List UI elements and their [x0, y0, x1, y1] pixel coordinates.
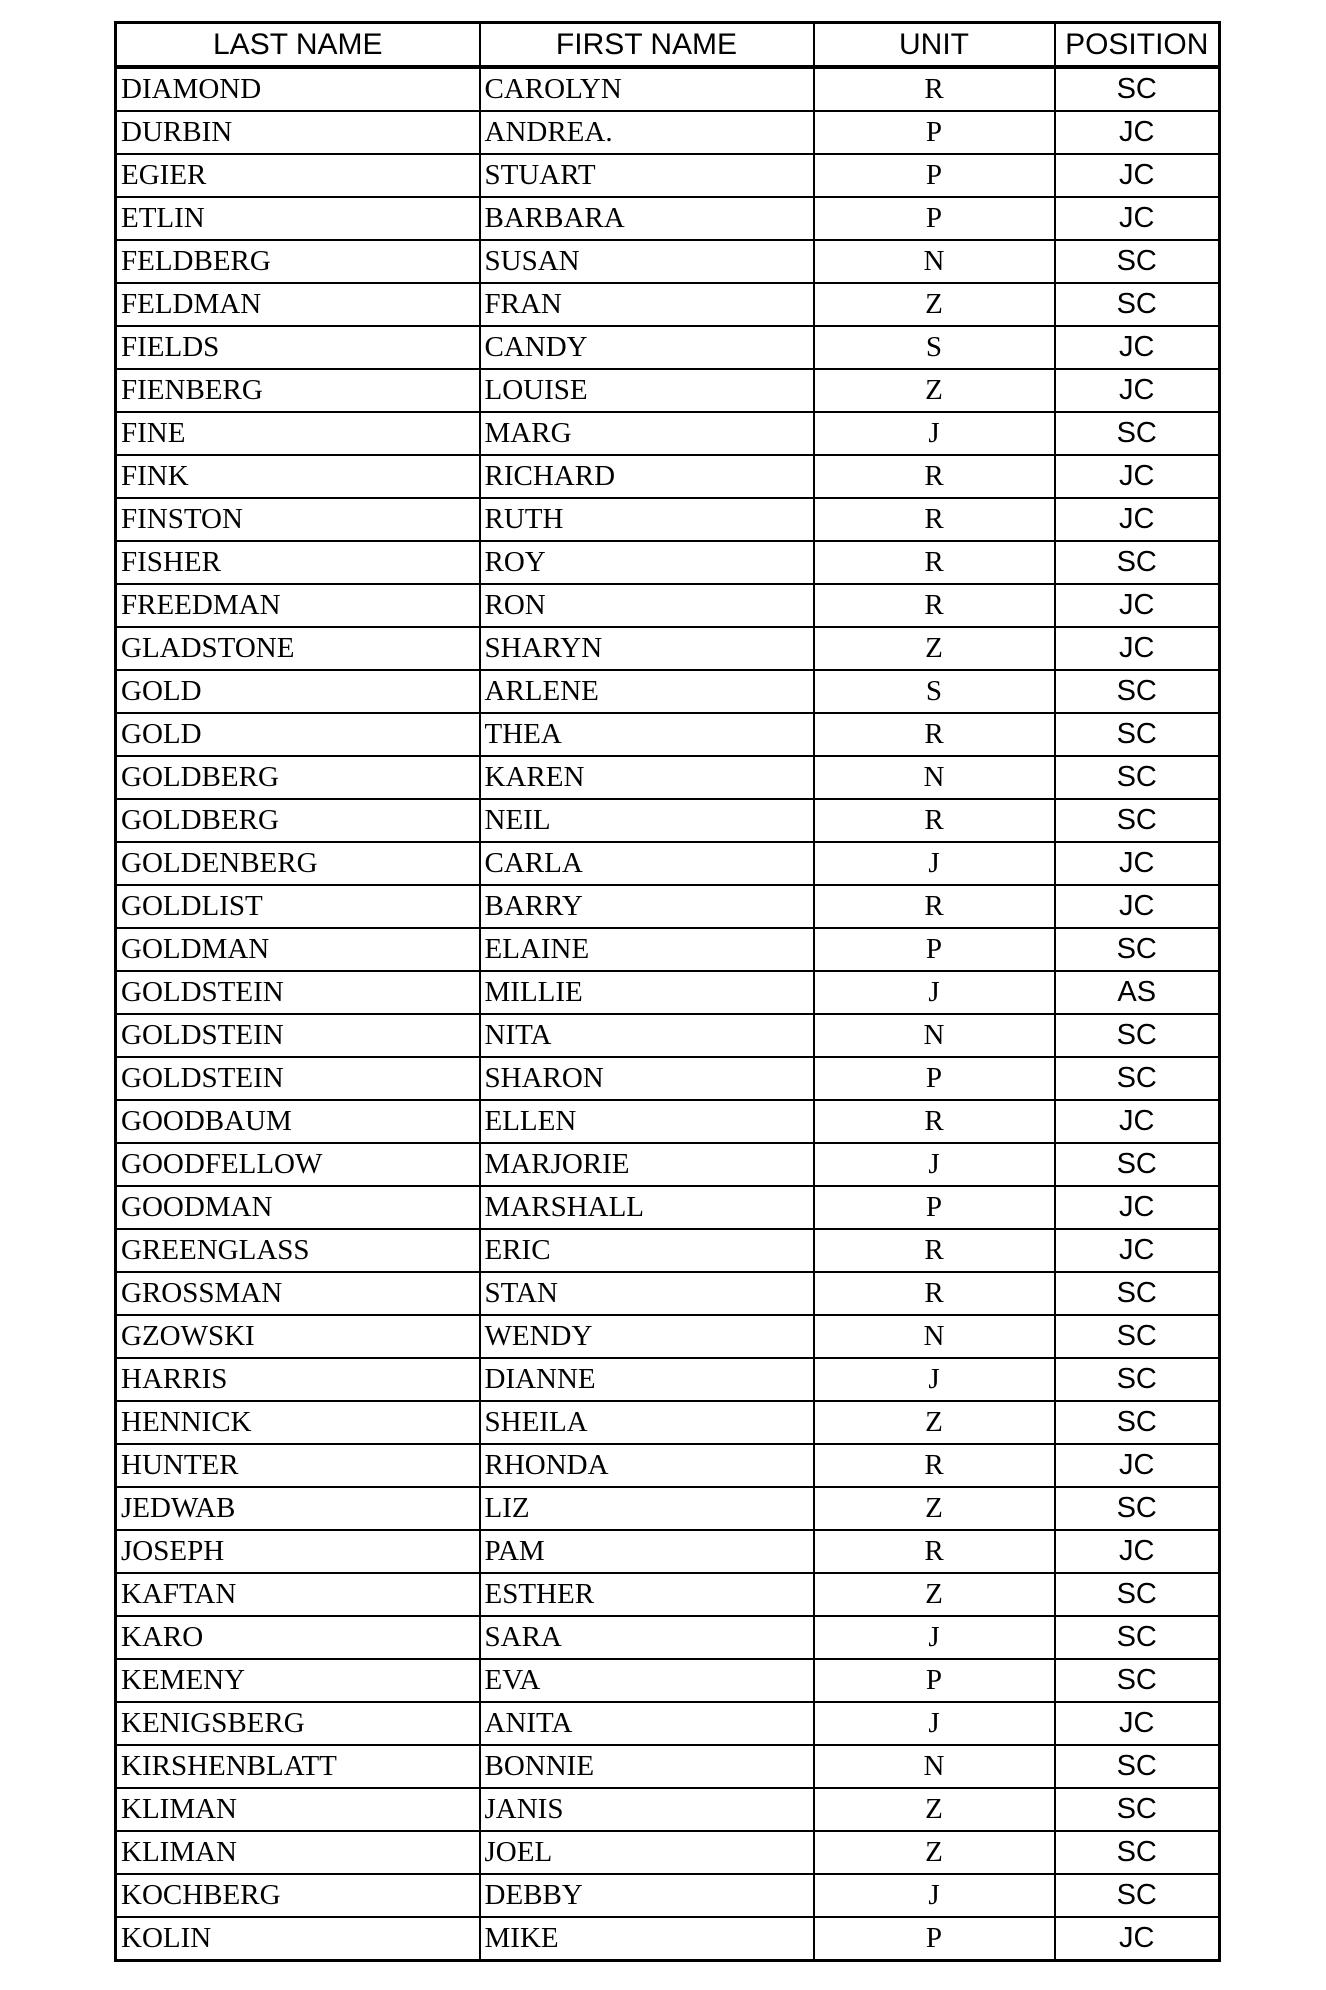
position-cell: JC [1055, 1702, 1220, 1745]
last-name-cell: JOSEPH [116, 1530, 480, 1573]
first-name-cell: ESTHER [480, 1573, 814, 1616]
last-name-cell: KAFTAN [116, 1573, 480, 1616]
first-name-cell: MARSHALL [480, 1186, 814, 1229]
unit-cell: R [814, 1530, 1055, 1573]
position-cell: SC [1055, 240, 1220, 283]
position-cell: SC [1055, 1401, 1220, 1444]
table-row [116, 326, 1220, 369]
table-row [116, 713, 1220, 756]
unit-cell: R [814, 541, 1055, 584]
unit-cell: R [814, 885, 1055, 928]
first-name-cell: ELLEN [480, 1100, 814, 1143]
first-name-cell: MILLIE [480, 971, 814, 1014]
unit-cell: Z [814, 283, 1055, 326]
last-name-cell: GREENGLASS [116, 1229, 480, 1272]
last-name-cell: FIENBERG [116, 369, 480, 412]
table-body [116, 67, 1220, 1961]
position-cell: SC [1055, 756, 1220, 799]
first-name-cell: PAM [480, 1530, 814, 1573]
table-row [116, 1874, 1220, 1917]
first-name-cell: RON [480, 584, 814, 627]
last-name-cell: KIRSHENBLATT [116, 1745, 480, 1788]
position-cell: SC [1055, 1659, 1220, 1702]
last-name-cell: FELDBERG [116, 240, 480, 283]
table-row [116, 1444, 1220, 1487]
position-cell: SC [1055, 67, 1220, 111]
unit-cell: S [814, 326, 1055, 369]
first-name-cell: CANDY [480, 326, 814, 369]
unit-cell: J [814, 1358, 1055, 1401]
last-name-cell: GOLDBERG [116, 756, 480, 799]
position-cell: JC [1055, 1444, 1220, 1487]
position-cell: JC [1055, 1186, 1220, 1229]
first-name-cell: THEA [480, 713, 814, 756]
first-name-cell: STUART [480, 154, 814, 197]
position-cell: SC [1055, 412, 1220, 455]
position-cell: SC [1055, 1874, 1220, 1917]
table-row [116, 1616, 1220, 1659]
position-cell: AS [1055, 971, 1220, 1014]
position-cell: SC [1055, 1573, 1220, 1616]
position-cell: JC [1055, 498, 1220, 541]
last-name-cell: GOLDSTEIN [116, 1014, 480, 1057]
position-cell: JC [1055, 1229, 1220, 1272]
last-name-cell: FELDMAN [116, 283, 480, 326]
last-name-cell: GOLDENBERG [116, 842, 480, 885]
first-name-cell: NEIL [480, 799, 814, 842]
position-cell: JC [1055, 111, 1220, 154]
last-name-cell: GOLDSTEIN [116, 1057, 480, 1100]
header-unit: UNIT [814, 23, 1055, 68]
position-cell: JC [1055, 1530, 1220, 1573]
first-name-cell: DEBBY [480, 1874, 814, 1917]
table-row [116, 1229, 1220, 1272]
first-name-cell: ANITA [480, 1702, 814, 1745]
table-row [116, 111, 1220, 154]
unit-cell: N [814, 1014, 1055, 1057]
first-name-cell: SHARYN [480, 627, 814, 670]
position-cell: JC [1055, 1100, 1220, 1143]
table-row [116, 1573, 1220, 1616]
position-cell: SC [1055, 283, 1220, 326]
last-name-cell: HUNTER [116, 1444, 480, 1487]
header-first-name: FIRST NAME [480, 23, 814, 68]
last-name-cell: GOODMAN [116, 1186, 480, 1229]
position-cell: JC [1055, 885, 1220, 928]
first-name-cell: MARG [480, 412, 814, 455]
unit-cell: N [814, 1745, 1055, 1788]
last-name-cell: GOODFELLOW [116, 1143, 480, 1186]
table-row [116, 1186, 1220, 1229]
roster-table [114, 21, 1221, 1962]
first-name-cell: EVA [480, 1659, 814, 1702]
position-cell: SC [1055, 1014, 1220, 1057]
header-position: POSITION [1055, 23, 1220, 68]
position-cell: SC [1055, 670, 1220, 713]
unit-cell: P [814, 197, 1055, 240]
position-cell: SC [1055, 799, 1220, 842]
first-name-cell: ERIC [480, 1229, 814, 1272]
first-name-cell: CAROLYN [480, 67, 814, 111]
unit-cell: N [814, 756, 1055, 799]
last-name-cell: KLIMAN [116, 1831, 480, 1874]
position-cell: SC [1055, 713, 1220, 756]
unit-cell: N [814, 240, 1055, 283]
first-name-cell: SARA [480, 1616, 814, 1659]
last-name-cell: FINK [116, 455, 480, 498]
last-name-cell: FINE [116, 412, 480, 455]
first-name-cell: RICHARD [480, 455, 814, 498]
first-name-cell: KAREN [480, 756, 814, 799]
unit-cell: R [814, 1444, 1055, 1487]
table-row [116, 1745, 1220, 1788]
unit-cell: P [814, 1186, 1055, 1229]
unit-cell: R [814, 455, 1055, 498]
table-row [116, 283, 1220, 326]
table-row [116, 541, 1220, 584]
position-cell: JC [1055, 369, 1220, 412]
last-name-cell: KARO [116, 1616, 480, 1659]
first-name-cell: NITA [480, 1014, 814, 1057]
position-cell: JC [1055, 455, 1220, 498]
unit-cell: J [814, 971, 1055, 1014]
unit-cell: J [814, 412, 1055, 455]
unit-cell: R [814, 498, 1055, 541]
unit-cell: Z [814, 1487, 1055, 1530]
unit-cell: R [814, 799, 1055, 842]
header-last-name: LAST NAME [116, 23, 480, 68]
table-row [116, 670, 1220, 713]
unit-cell: P [814, 1917, 1055, 1961]
first-name-cell: BARBARA [480, 197, 814, 240]
unit-cell: R [814, 713, 1055, 756]
table-row [116, 1487, 1220, 1530]
table-row [116, 842, 1220, 885]
table-row [116, 1831, 1220, 1874]
position-cell: SC [1055, 1487, 1220, 1530]
last-name-cell: GOLDMAN [116, 928, 480, 971]
table-row [116, 1057, 1220, 1100]
table-row [116, 455, 1220, 498]
position-cell: SC [1055, 1315, 1220, 1358]
first-name-cell: STAN [480, 1272, 814, 1315]
table-row [116, 1401, 1220, 1444]
last-name-cell: HENNICK [116, 1401, 480, 1444]
table-row [116, 1100, 1220, 1143]
unit-cell: P [814, 1057, 1055, 1100]
unit-cell: R [814, 584, 1055, 627]
table-row [116, 971, 1220, 1014]
table-row [116, 1143, 1220, 1186]
position-cell: SC [1055, 1831, 1220, 1874]
first-name-cell: WENDY [480, 1315, 814, 1358]
table-row [116, 1659, 1220, 1702]
first-name-cell: DIANNE [480, 1358, 814, 1401]
unit-cell: J [814, 1616, 1055, 1659]
unit-cell: N [814, 1315, 1055, 1358]
position-cell: JC [1055, 842, 1220, 885]
unit-cell: Z [814, 369, 1055, 412]
table-row [116, 928, 1220, 971]
last-name-cell: KENIGSBERG [116, 1702, 480, 1745]
table-row [116, 67, 1220, 111]
first-name-cell: LIZ [480, 1487, 814, 1530]
last-name-cell: GROSSMAN [116, 1272, 480, 1315]
table-row [116, 627, 1220, 670]
unit-cell: P [814, 928, 1055, 971]
last-name-cell: FIELDS [116, 326, 480, 369]
table-row [116, 1315, 1220, 1358]
table-row [116, 1917, 1220, 1961]
table-row [116, 1788, 1220, 1831]
last-name-cell: KLIMAN [116, 1788, 480, 1831]
position-cell: JC [1055, 1917, 1220, 1961]
table-row [116, 1702, 1220, 1745]
first-name-cell: RUTH [480, 498, 814, 541]
table-row [116, 369, 1220, 412]
unit-cell: S [814, 670, 1055, 713]
position-cell: SC [1055, 928, 1220, 971]
first-name-cell: ARLENE [480, 670, 814, 713]
table-row [116, 1014, 1220, 1057]
table-row [116, 154, 1220, 197]
unit-cell: J [814, 1143, 1055, 1186]
table-row [116, 584, 1220, 627]
first-name-cell: JANIS [480, 1788, 814, 1831]
first-name-cell: JOEL [480, 1831, 814, 1874]
first-name-cell: ELAINE [480, 928, 814, 971]
last-name-cell: DURBIN [116, 111, 480, 154]
last-name-cell: GLADSTONE [116, 627, 480, 670]
position-cell: JC [1055, 154, 1220, 197]
first-name-cell: ROY [480, 541, 814, 584]
unit-cell: J [814, 1874, 1055, 1917]
unit-cell: J [814, 1702, 1055, 1745]
first-name-cell: SUSAN [480, 240, 814, 283]
first-name-cell: MIKE [480, 1917, 814, 1961]
unit-cell: R [814, 1272, 1055, 1315]
first-name-cell: SHARON [480, 1057, 814, 1100]
first-name-cell: BONNIE [480, 1745, 814, 1788]
first-name-cell: SHEILA [480, 1401, 814, 1444]
unit-cell: R [814, 1229, 1055, 1272]
last-name-cell: GOLDBERG [116, 799, 480, 842]
table-row [116, 498, 1220, 541]
unit-cell: P [814, 1659, 1055, 1702]
position-cell: SC [1055, 1057, 1220, 1100]
position-cell: SC [1055, 541, 1220, 584]
first-name-cell: ANDREA. [480, 111, 814, 154]
first-name-cell: CARLA [480, 842, 814, 885]
last-name-cell: GOLDSTEIN [116, 971, 480, 1014]
last-name-cell: GOLD [116, 670, 480, 713]
last-name-cell: FINSTON [116, 498, 480, 541]
position-cell: JC [1055, 584, 1220, 627]
last-name-cell: KOCHBERG [116, 1874, 480, 1917]
unit-cell: R [814, 1100, 1055, 1143]
unit-cell: Z [814, 1573, 1055, 1616]
last-name-cell: GOLDLIST [116, 885, 480, 928]
last-name-cell: DIAMOND [116, 67, 480, 111]
table-row [116, 412, 1220, 455]
position-cell: SC [1055, 1358, 1220, 1401]
table-row [116, 197, 1220, 240]
last-name-cell: GOLD [116, 713, 480, 756]
position-cell: SC [1055, 1616, 1220, 1659]
table-row [116, 240, 1220, 283]
first-name-cell: RHONDA [480, 1444, 814, 1487]
first-name-cell: LOUISE [480, 369, 814, 412]
header-row [116, 23, 1220, 68]
table-row [116, 1358, 1220, 1401]
last-name-cell: KEMENY [116, 1659, 480, 1702]
unit-cell: R [814, 67, 1055, 111]
table-row [116, 885, 1220, 928]
last-name-cell: GZOWSKI [116, 1315, 480, 1358]
position-cell: JC [1055, 627, 1220, 670]
position-cell: JC [1055, 326, 1220, 369]
last-name-cell: GOODBAUM [116, 1100, 480, 1143]
first-name-cell: MARJORIE [480, 1143, 814, 1186]
unit-cell: P [814, 111, 1055, 154]
position-cell: SC [1055, 1745, 1220, 1788]
first-name-cell: BARRY [480, 885, 814, 928]
position-cell: SC [1055, 1788, 1220, 1831]
position-cell: SC [1055, 1143, 1220, 1186]
table-row [116, 756, 1220, 799]
last-name-cell: ETLIN [116, 197, 480, 240]
table-row [116, 1272, 1220, 1315]
table-row [116, 799, 1220, 842]
unit-cell: Z [814, 1831, 1055, 1874]
position-cell: JC [1055, 197, 1220, 240]
position-cell: SC [1055, 1272, 1220, 1315]
unit-cell: Z [814, 627, 1055, 670]
unit-cell: Z [814, 1401, 1055, 1444]
first-name-cell: FRAN [480, 283, 814, 326]
last-name-cell: HARRIS [116, 1358, 480, 1401]
unit-cell: J [814, 842, 1055, 885]
last-name-cell: KOLIN [116, 1917, 480, 1961]
table-header [116, 23, 1220, 68]
last-name-cell: JEDWAB [116, 1487, 480, 1530]
unit-cell: P [814, 154, 1055, 197]
last-name-cell: FREEDMAN [116, 584, 480, 627]
last-name-cell: EGIER [116, 154, 480, 197]
last-name-cell: FISHER [116, 541, 480, 584]
table-row [116, 1530, 1220, 1573]
unit-cell: Z [814, 1788, 1055, 1831]
